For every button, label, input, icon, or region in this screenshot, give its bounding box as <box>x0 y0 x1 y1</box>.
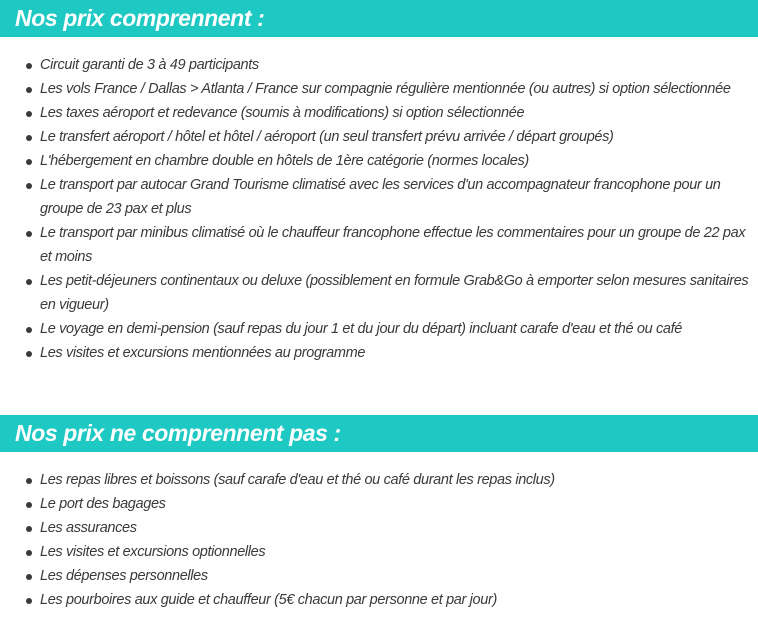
list-item <box>0 317 758 341</box>
list-item <box>0 101 758 125</box>
list-item <box>0 468 758 492</box>
bullet-icon <box>26 598 32 604</box>
bullet-icon <box>26 231 32 237</box>
included-list <box>0 53 758 365</box>
bullet-icon <box>26 574 32 580</box>
list-item-text: Le port des bagages <box>40 496 166 512</box>
list-item <box>0 221 758 269</box>
list-item-text: Les repas libres et boissons (sauf carafe d'eau et thé ou café durant les repas inclus) <box>40 472 555 488</box>
list-item <box>0 53 758 77</box>
bullet-icon <box>26 478 32 484</box>
list-item-text: Le transport par autocar Grand Tourisme climatisé avec les services d'un accompagnateur francophone pour un groupe de 23 pax et plus <box>40 177 721 217</box>
list-item <box>0 269 758 317</box>
list-item-text: Les petit-déjeuners continentaux ou deluxe (possiblement en formule Grab&Go à emporter selon mesures sanitaires en vigueur) <box>40 273 749 313</box>
list-item-text: Les vols France / Dallas > Atlanta / France sur compagnie régulière mentionnée (ou autres) si option sélectionnée <box>40 81 731 97</box>
list-item-text: Les assurances <box>40 520 137 536</box>
list-item-text: L'hébergement en chambre double en hôtels de 1ère catégorie (normes locales) <box>40 153 529 169</box>
bullet-icon <box>26 87 32 93</box>
bullet-icon <box>26 351 32 357</box>
excluded-list <box>0 468 758 612</box>
list-item-text: Le transport par minibus climatisé où le chauffeur francophone effectue les commentaires pour un groupe de 22 pax et moins <box>40 225 746 265</box>
bullet-icon <box>26 183 32 189</box>
bullet-icon <box>26 502 32 508</box>
list-item-text: Les taxes aéroport et redevance (soumis à modifications) si option sélectionnée <box>40 105 525 121</box>
list-item <box>0 173 758 221</box>
bullet-icon <box>26 111 32 117</box>
list-item <box>0 341 758 365</box>
included-heading: Nos prix comprennent : <box>0 0 758 37</box>
list-item <box>0 540 758 564</box>
list-item-text: Circuit garanti de 3 à 49 participants <box>40 57 259 73</box>
bullet-icon <box>26 327 32 333</box>
excluded-section <box>0 415 758 612</box>
list-item-text: Les visites et excursions optionnelles <box>40 544 266 560</box>
list-item-text: Les dépenses personnelles <box>40 568 208 584</box>
list-item <box>0 588 758 612</box>
list-item <box>0 77 758 101</box>
bullet-icon <box>26 159 32 165</box>
list-item <box>0 149 758 173</box>
bullet-icon <box>26 526 32 532</box>
bullet-icon <box>26 63 32 69</box>
bullet-icon <box>26 279 32 285</box>
list-item-text: Le voyage en demi-pension (sauf repas du jour 1 et du jour du départ) incluant carafe d'eau et thé ou café <box>40 321 682 337</box>
excluded-heading: Nos prix ne comprennent pas : <box>0 415 758 452</box>
bullet-icon <box>26 550 32 556</box>
list-item <box>0 125 758 149</box>
list-item <box>0 516 758 540</box>
list-item <box>0 492 758 516</box>
list-item-text: Le transfert aéroport / hôtel et hôtel / aéroport (un seul transfert prévu arrivée / départ groupés) <box>40 129 614 145</box>
list-item-text: Les visites et excursions mentionnées au programme <box>40 345 366 361</box>
bullet-icon <box>26 135 32 141</box>
list-item <box>0 564 758 588</box>
list-item-text: Les pourboires aux guide et chauffeur (5€ chacun par personne et par jour) <box>40 592 497 608</box>
